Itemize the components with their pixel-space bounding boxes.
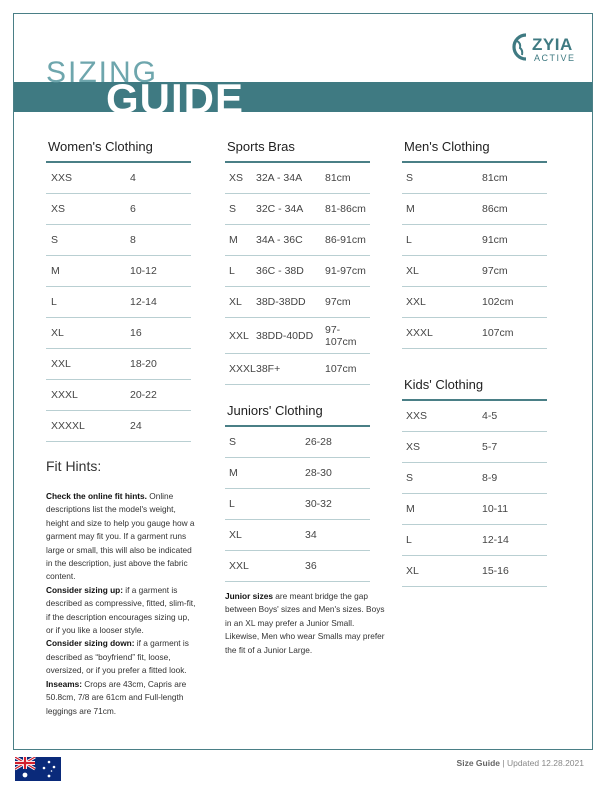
- fit-hint-size-down: Consider sizing down: if a garment is described as “boyfriend” fit, loose, oversized, or if you prefer a fitted look.: [46, 638, 189, 676]
- table-row: XXL 36: [225, 551, 370, 582]
- table-row: L 12-14: [46, 287, 191, 318]
- sports-bras-title: Sports Bras: [225, 140, 370, 163]
- table-row: XXL 38DD-40DD 97-107cm: [225, 318, 370, 354]
- mens-clothing-table: [402, 140, 547, 349]
- table-row: S 32C - 34A 81-86cm: [225, 194, 370, 225]
- table-row: S 8: [46, 225, 191, 256]
- junior-sizes-note: Junior sizes are meant bridge the gap between Boys' sizes and Men's sizes. Boys in an XL may prefer a Junior Small. Likewise, Men who wear Smalls may prefer the fit of a Junior Large.: [225, 591, 385, 655]
- table-row: XS 6: [46, 194, 191, 225]
- fit-hint-inseams: Inseams: Crops are 43cm, Capris are 50.8cm, 7/8 are 61cm and Full-length leggings are 71cm.: [46, 678, 187, 716]
- title-guide: GUIDE: [106, 75, 245, 122]
- table-row: XL 16: [46, 318, 191, 349]
- juniors-rows: [225, 427, 370, 582]
- table-row: XL 15-16: [402, 556, 547, 587]
- table-row: M 10-11: [402, 494, 547, 525]
- table-row: XXXL 20-22: [46, 380, 191, 411]
- table-row: XL 97cm: [402, 256, 547, 287]
- table-row: M 28-30: [225, 458, 370, 489]
- table-row: M 86cm: [402, 194, 547, 225]
- table-row: XL 34: [225, 520, 370, 551]
- table-row: L 12-14: [402, 525, 547, 556]
- table-row: L 91cm: [402, 225, 547, 256]
- juniors-clothing-table: [225, 404, 370, 582]
- womens-clothing-title: Women's Clothing: [46, 140, 191, 163]
- sports-bras-table: [225, 140, 370, 385]
- womens-rows: [46, 163, 191, 442]
- table-row: XXXL 38F+ 107cm: [225, 354, 370, 385]
- footer: Size Guide | Updated 12.28.2021: [456, 758, 584, 768]
- mens-rows: [402, 163, 547, 349]
- table-row: XXL 102cm: [402, 287, 547, 318]
- table-row: XXXL 107cm: [402, 318, 547, 349]
- juniors-clothing-title: Juniors' Clothing: [225, 404, 370, 427]
- table-row: S 26-28: [225, 427, 370, 458]
- table-row: XS 5-7: [402, 432, 547, 463]
- table-row: S 81cm: [402, 163, 547, 194]
- logo-subtitle: ACTIVE: [534, 53, 576, 63]
- table-row: M 34A - 36C 86-91cm: [225, 225, 370, 256]
- australia-flag-icon: [15, 757, 61, 781]
- table-row: XS 32A - 34A 81cm: [225, 163, 370, 194]
- table-row: XXL 18-20: [46, 349, 191, 380]
- title-sizing: SIZING: [46, 56, 159, 89]
- table-row: XXXXL 24: [46, 411, 191, 442]
- fit-hint-size-up: Consider sizing up: if a garment is described as compressive, fitted, slim-fit, if the description encourages sizing up, or if you like a looser style.: [46, 584, 196, 636]
- fit-hints-title: Fit Hints:: [46, 458, 102, 474]
- bras-rows: [225, 163, 370, 385]
- fit-hints: [46, 458, 196, 718]
- table-row: M 10-12: [46, 256, 191, 287]
- fit-hint-online: Check the online fit hints. Online descriptions list the model's weight, height and size to help you gauge how a garment may fit you. If a garment runs large or small, this will also be indicated in the description, just above the fabric content.: [46, 491, 195, 582]
- kids-rows: [402, 401, 547, 587]
- mens-clothing-title: Men's Clothing: [402, 140, 547, 163]
- table-row: XXS 4-5: [402, 401, 547, 432]
- table-row: L 36C - 38D 91-97cm: [225, 256, 370, 287]
- kids-clothing-title: Kids' Clothing: [402, 378, 547, 401]
- table-row: XL 38D-38DD 97cm: [225, 287, 370, 318]
- table-row: S 8-9: [402, 463, 547, 494]
- zyia-logo-icon: [508, 32, 534, 62]
- table-row: L 30-32: [225, 489, 370, 520]
- zyia-logo: [506, 30, 580, 70]
- table-row: XXS 4: [46, 163, 191, 194]
- womens-clothing-table: [46, 140, 191, 442]
- kids-clothing-table: [402, 378, 547, 587]
- logo-wordmark: ZYIA: [532, 35, 573, 54]
